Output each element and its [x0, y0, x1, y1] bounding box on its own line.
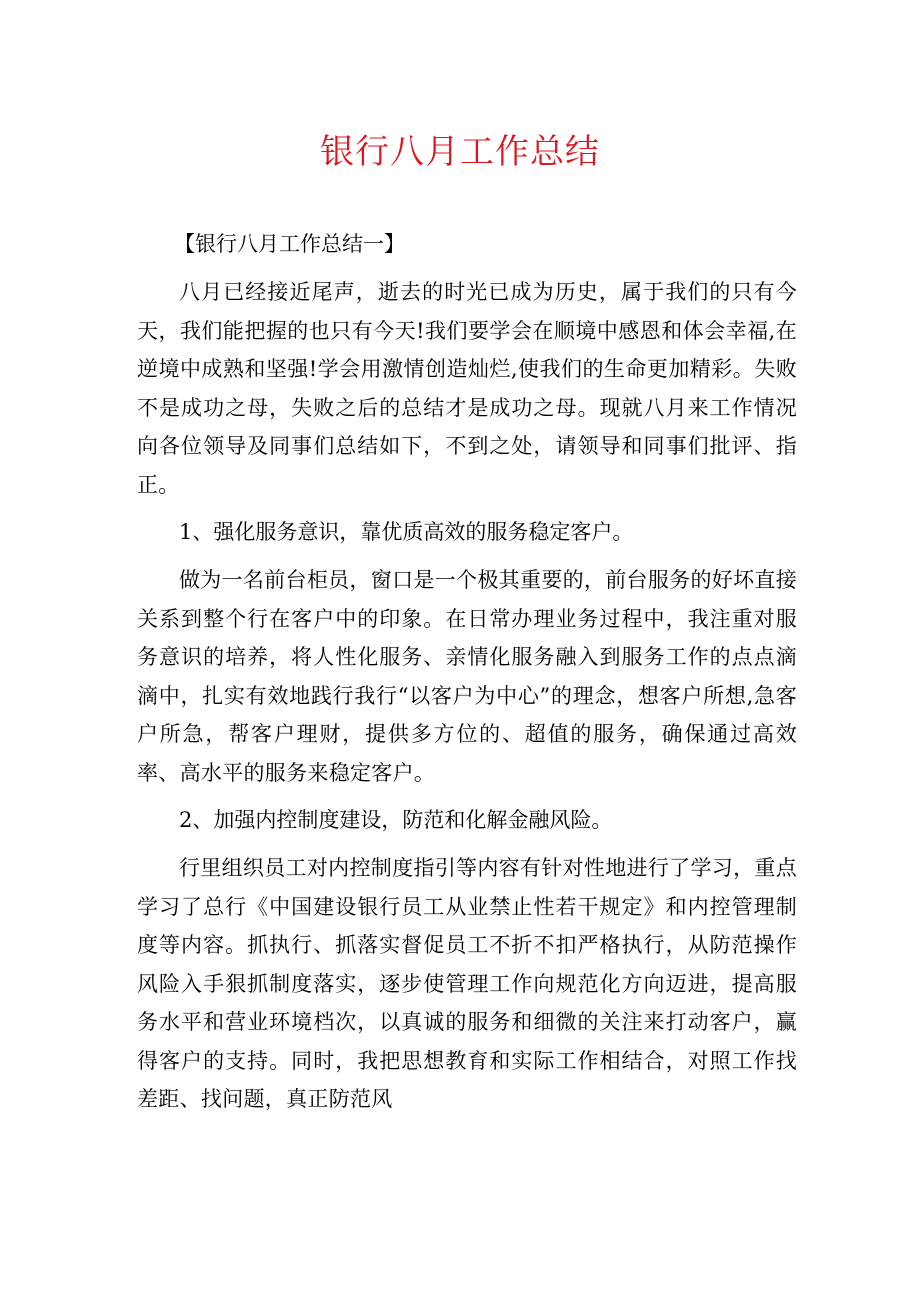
- item-2-heading: 2、加强内控制度建设，防范和化解金融风险。: [179, 808, 613, 832]
- item-1-heading: 1、强化服务意识，靠优质高效的服务稳定客户。: [179, 520, 634, 544]
- document-title: 银行八月工作总结: [320, 132, 600, 172]
- intro-paragraph: 八月已经接近尾声，逝去的时光已成为历史，属于我们的只有今天，我们能把握的也只有今天!我们要学会在顺境中感恩和体会幸福,在逆境中成熟和坚强!学会用激情创造灿烂,使我们的生命更加精彩。失败不是成功之母，失败之后的总结才是成功之母。现就八月来工作情况向各位领导及同事们总结如下，不到之处，请领导和同事们批评、指正。: [137, 280, 797, 497]
- item-2-paragraph: 行里组织员工对内控制度指引等内容有针对性地进行了学习，重点学习了总行《中国建设银行员工从业禁止性若干规定》和内控管理制度等内容。抓执行、抓落实督促员工不折不扣严格执行，从防范操作风险入手狠抓制度落实，逐步使管理工作向规范化方向迈进，提高服务水平和营业环境档次，以真诚的服务和细微的关注来打动客户，赢得客户的支持。同时，我把思想教育和实际工作相结合，对照工作找差距、找问题，真正防范风: [137, 856, 797, 1111]
- item-1-paragraph: 做为一名前台柜员，窗口是一个极其重要的，前台服务的好坏直接关系到整个行在客户中的印象。在日常办理业务过程中，我注重对服务意识的培养，将人性化服务、亲情化服务融入到服务工作的点点滴滴中，扎实有效地践行我行“以客户为中心”的理念，想客户所想,急客户所急，帮客户理财，提供多方位的、超值的服务，确保通过高效率、高水平的服务来稳定客户。: [137, 568, 797, 785]
- section-heading: 【银行八月工作总结一】: [174, 232, 405, 256]
- document-body: [137, 225, 797, 1119]
